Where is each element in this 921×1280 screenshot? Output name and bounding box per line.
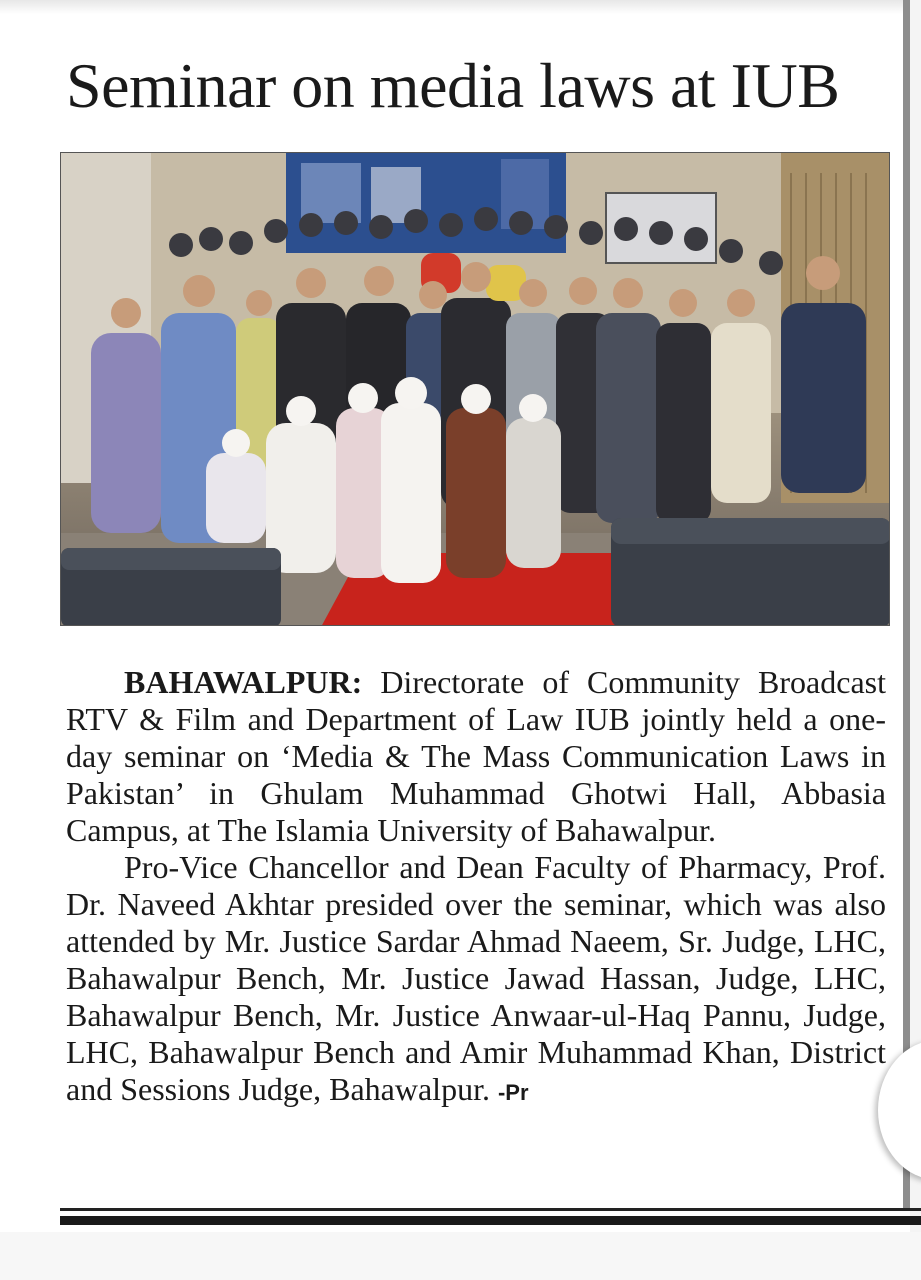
headline: Seminar on media laws at IUB [66, 50, 840, 121]
article-paragraph-1 [66, 664, 886, 849]
column-rule [903, 0, 910, 1210]
dateline: BAHAWALPUR: [124, 664, 363, 700]
group-photo [60, 152, 890, 626]
bottom-rule-thick [60, 1216, 921, 1225]
article-body [66, 664, 886, 1111]
bottom-rule-thin [60, 1208, 921, 1211]
page-top-shadow [0, 0, 921, 14]
signature: -Pr [497, 1080, 529, 1105]
paragraph-2-body: Pro-Vice Chancellor and Dean Faculty of Pharmacy, Prof. Dr. Naveed Akhtar presided over the seminar, which was also attended by Mr. Justice Sardar Ahmad Naeem, Sr. Judge, LHC, Bahawalpur Bench, Mr. Justice Jawad Hassan, Judge, LHC, Bahawalpur Bench, Mr. Justice Anwaar-ul-Haq Pannu, Judge, LHC, Bahawalpur Bench and Amir Muhammad Khan, District and Sessions Judge, Bahawalpur. [66, 849, 886, 1107]
article-paragraph-2 [66, 849, 886, 1111]
paragraph-1-body: Directorate of Community Broadcast RTV & Film and Department of Law IUB jointly held a one-day seminar on ‘Media & The Mass Communication Laws in Pakistan’ in Ghulam Muhammad Ghotwi Hall, Abbasia Campus, at The Islamia University of Bahawalpur. [66, 664, 886, 848]
group-photo-illustration [61, 153, 890, 626]
bottom-margin [0, 1232, 921, 1280]
